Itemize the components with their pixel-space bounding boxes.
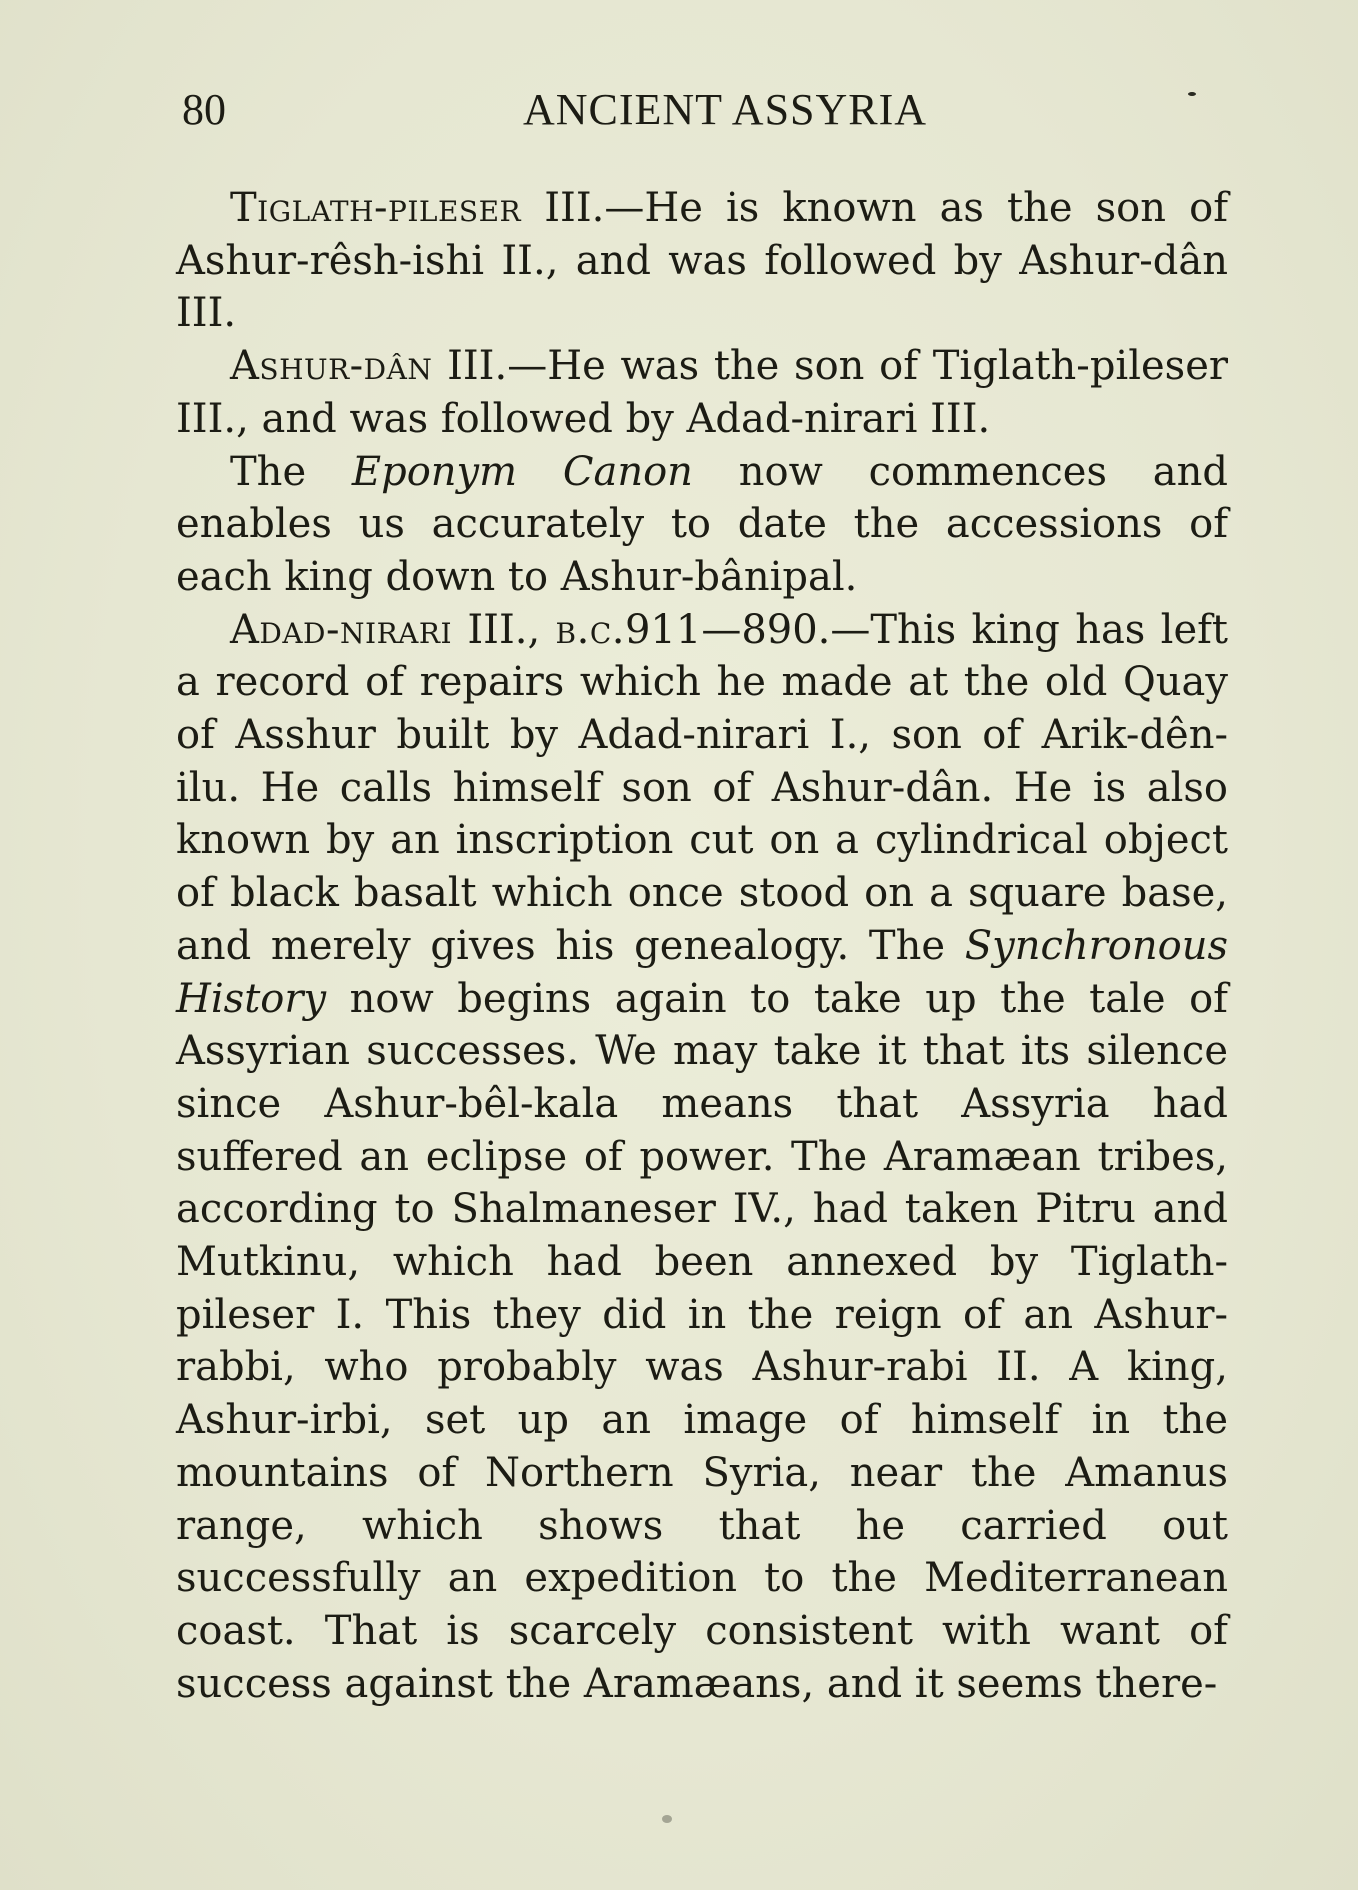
paragraph-text: III., xyxy=(452,606,556,653)
page-header xyxy=(182,84,1228,144)
paragraph-text: now commences and enables us accurately to date the accessions of each king down to Ashur-bânipal. xyxy=(176,448,1228,600)
running-title: ANCIENT ASSYRIA xyxy=(522,85,928,134)
scan-speck-mark xyxy=(662,1815,672,1823)
paragraph-tiglath-pileser xyxy=(176,182,1228,340)
paragraph-adad-nirari xyxy=(176,604,1228,1711)
paragraph-lead: Ashur-dân xyxy=(230,343,433,390)
paragraph-text: III.—He was the son of Tiglath-pileser III., and was followed by Adad-nirari III. xyxy=(176,343,1228,442)
paragraph-lead: Adad-nirari xyxy=(230,606,453,653)
paragraph-eponym-canon xyxy=(176,446,1228,604)
paragraph-text: now begins again to take up the tale of Assyrian successes. We may take it that its silence since Ashur-bêl-kala means that Assyria had suffered an eclipse of power. The Aramæan tribes, according to Shalmaneser IV., had taken Pitru and Mutkinu, which had been annexed by Tiglath-pileser I. This they did in the reign of an Ashur-rabbi, who probably was Ashur-rabi II. A king, Ashur-irbi, set up an image of himself in the mountains of Northern Syria, near the Amanus range, which shows that he carried out successfully an expedition to the Mediterranean coast. That is scarcely consistent with want of success against the Aramæans, and it seems there- xyxy=(176,975,1228,1707)
date-lead: b.c. xyxy=(555,606,625,653)
body-text xyxy=(176,182,1228,1710)
paragraph-text: III.—He is known as the son of Ashur-rêsh-ishi II., and was followed by Ashur-dân III. xyxy=(176,185,1228,337)
paragraph-lead: Tiglath-pileser xyxy=(230,185,522,231)
italic-title: Synchronous History xyxy=(176,922,1228,1022)
paragraph-text: The xyxy=(230,448,352,495)
page-number: 80 xyxy=(182,85,226,134)
paragraph-text: 911—890.—This king has left a record of repairs which he made at the old Quay of Asshur built by Adad-nirari I., son of Arik-dên-ilu. He calls himself son of Ashur-dân. He is also known by an inscription cut on a cylindrical object of black basalt which once stood on a square base, and merely gives his genealogy. The xyxy=(176,606,1229,969)
paragraph-ashur-dan xyxy=(176,340,1228,445)
scan-speck-mark xyxy=(1188,92,1196,96)
italic-title: Eponym Canon xyxy=(351,448,693,495)
